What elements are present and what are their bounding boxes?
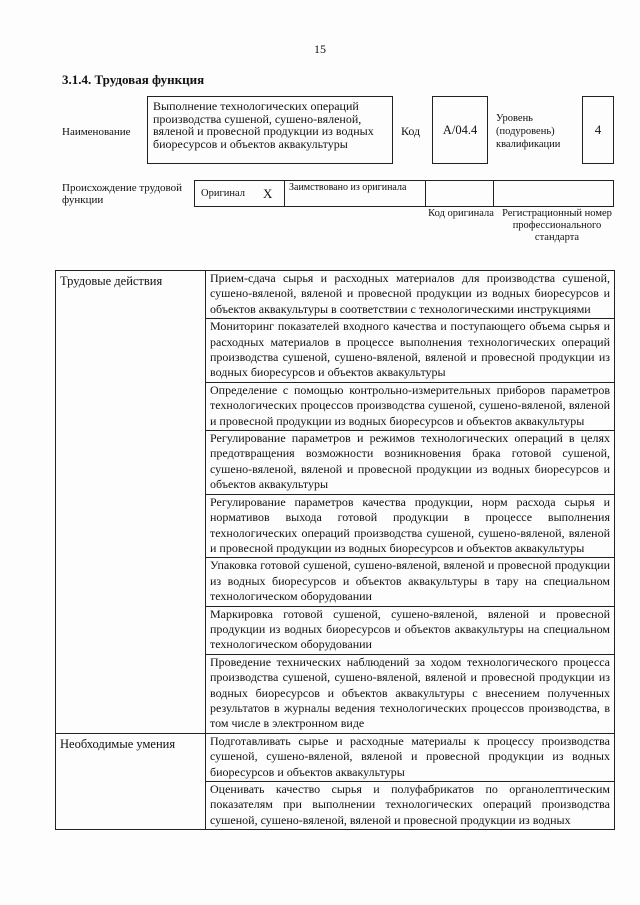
table-row	[56, 733, 615, 781]
borrowed-cell	[285, 181, 426, 206]
level-value: 4	[594, 122, 602, 137]
level-label: Уровень (подуровень) квалификации	[496, 113, 561, 150]
code-original-cell	[426, 181, 494, 206]
function-name: Выполнение технологических операций производства сушеной, сушено-вяленой, вяленой и провесной продукции из водных биоресурсов и объектов аквакультуры	[153, 99, 374, 151]
original-cell	[195, 181, 285, 206]
item-cell: Определение с помощью контрольно-измерительных приборов параметров технологических процессов производства сушеной, сушено-вяленой, вяленой и провесной продукции из водных биоресурсов и объектов аквакультуры	[206, 382, 615, 430]
item-cell: Маркировка готовой сушеной, сушено-вяленой, вяленой и провесной продукции из водных биоресурсов и объектов аквакультуры на специальном технологическом оборудовании	[206, 606, 615, 654]
borrowed-label: Заимствовано из оригинала	[289, 182, 407, 193]
reg-number-label: Регистрационный номер профессионального стандарта	[502, 208, 612, 243]
code-label: Код	[401, 124, 421, 138]
origin-label: Происхождение трудовой функции	[62, 182, 183, 206]
category-cell: Необходимые умения	[56, 733, 206, 829]
code-value: A/04.4	[442, 122, 478, 137]
original-label: Оригинал	[201, 187, 245, 199]
code-original-label: Код оригинала	[428, 208, 494, 219]
item-cell: Подготавливать сырье и расходные материалы к процессу производства сушеной, сушено-вяленой, вяленой и провесной продукции из водных биоресурсов и объектов аквакультуры	[206, 733, 615, 781]
item-cell: Регулирование параметров и режимов технологических операций в целях предотвращения возможности возникновения брака готовой сушеной, сушено-вяленой, вяленой и провесной продукции из водных биоресурсов и объектов аквакультуры	[206, 431, 615, 495]
level-value-box	[582, 96, 614, 164]
section-title: 3.1.4. Трудовая функция	[62, 72, 205, 87]
page-number: 15	[314, 42, 326, 56]
code-value-box	[432, 96, 488, 164]
item-cell: Упаковка готовой сушеной, сушено-вяленой, вяленой и провесной продукции из водных биоресурсов и объектов аквакультуры в тару на специальном технологическом оборудовании	[206, 558, 615, 606]
name-label: Наименование	[62, 126, 131, 138]
item-cell: Прием-сдача сырья и расходных материалов для производства сушеной, сушено-вяленой, вяленой и провесной продукции из водных биоресурсов и объектов аквакультуры в соответствии с технологическими инструкциями	[206, 271, 615, 319]
reg-number-cell	[494, 181, 613, 206]
category-cell: Трудовые действия	[56, 271, 206, 734]
item-cell: Мониторинг показателей входного качества и поступающего объема сырья и расходных материалов в процессе выполнения технологических операций производства сушеной, сушено-вяленой, вяленой и провесной продукции из водных биоресурсов и объектов аквакультуры	[206, 319, 615, 383]
table-row	[56, 271, 615, 319]
item-cell: Проведение технических наблюдений за ходом технологического процесса производства сушеной, сушено-вяленой, вяленой и провесной продукции из водных биоресурсов и объектов аквакультуры с внесением полученных результатов в журналы ведения технологических процессов производства, в том числе в электронном виде	[206, 654, 615, 733]
item-cell: Регулирование параметров качества продукции, норм расхода сырья и нормативов выхода готовой продукции в процессе выполнения технологических операций производства сушеной, сушено-вяленой, вяленой и провесной продукции из водных биоресурсов и объектов аквакультуры	[206, 494, 615, 558]
origin-table	[194, 180, 614, 207]
function-name-box	[147, 96, 393, 164]
item-cell: Оценивать качество сырья и полуфабрикатов по органолептическим показателям при выполнении технологических операций производства сушеной, сушено-вяленой, вяленой и провесной продукции из водных	[206, 782, 615, 830]
original-mark: X	[263, 185, 273, 201]
labor-function-table	[55, 270, 615, 830]
